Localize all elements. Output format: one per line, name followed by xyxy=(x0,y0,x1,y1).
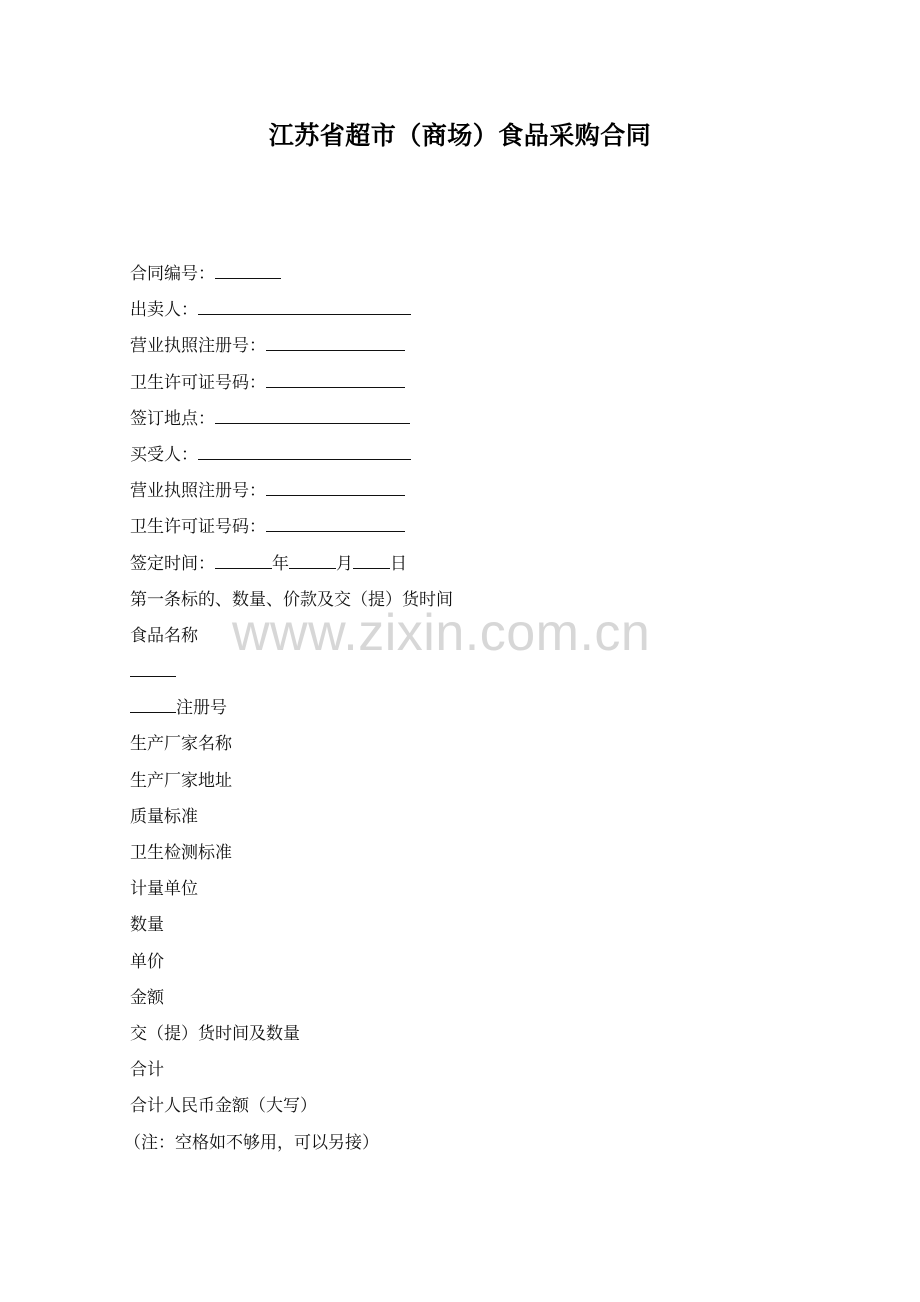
buyer-blank xyxy=(198,442,411,460)
sign-place-line xyxy=(130,406,830,442)
buyer-license-label: 营业执照注册号： xyxy=(130,481,266,502)
reg-no-blank xyxy=(130,695,176,713)
buyer-license-blank xyxy=(266,478,405,496)
sign-time-line xyxy=(130,551,830,587)
unit-price-line: 单价 xyxy=(130,951,164,972)
reg-no-line xyxy=(130,695,830,731)
year-blank xyxy=(215,551,272,569)
contract-body xyxy=(124,261,830,1166)
food-name-blank xyxy=(130,659,176,677)
seller-hygiene-line xyxy=(130,370,830,406)
seller-blank xyxy=(198,297,411,315)
total-rmb-line: 合计人民币金额（大写） xyxy=(130,1096,317,1117)
maker-address-line: 生产厂家地址 xyxy=(130,770,232,791)
day-label: 日 xyxy=(390,553,407,574)
document-title: 江苏省超市（商场）食品采购合同 xyxy=(268,121,652,150)
seller-license-label: 营业执照注册号： xyxy=(130,336,266,357)
buyer-line xyxy=(130,442,830,478)
month-blank xyxy=(289,551,336,569)
food-name-blank-line xyxy=(130,659,830,695)
seller-license-blank xyxy=(266,333,405,351)
buyer-license-line xyxy=(130,478,830,514)
buyer-hygiene-label: 卫生许可证号码： xyxy=(130,517,266,538)
sign-place-label: 签订地点： xyxy=(130,408,215,429)
quality-standard-line: 质量标准 xyxy=(130,806,198,827)
seller-license-line xyxy=(130,333,830,369)
month-label: 月 xyxy=(336,553,353,574)
contract-no-blank xyxy=(215,261,281,279)
total-line: 合计 xyxy=(130,1060,164,1081)
buyer-hygiene-blank xyxy=(266,514,405,532)
seller-line xyxy=(130,297,830,333)
seller-hygiene-blank xyxy=(266,370,405,388)
reg-no-label: 注册号 xyxy=(176,698,227,719)
quantity-line: 数量 xyxy=(130,915,164,936)
buyer-hygiene-line xyxy=(130,514,830,550)
sign-time-label: 签定时间： xyxy=(130,553,215,574)
hygiene-standard-line: 卫生检测标准 xyxy=(130,843,232,863)
sign-place-blank xyxy=(215,406,410,424)
unit-line: 计量单位 xyxy=(130,879,198,900)
seller-label: 出卖人： xyxy=(130,300,198,321)
amount-line: 金额 xyxy=(130,987,164,1008)
year-label: 年 xyxy=(272,553,289,574)
buyer-label: 买受人： xyxy=(130,444,198,465)
contract-no-line xyxy=(130,261,830,297)
seller-hygiene-label: 卫生许可证号码： xyxy=(130,372,266,393)
food-name-line: 食品名称 xyxy=(130,625,198,646)
note-line: （注：空格如不够用，可以另接） xyxy=(124,1132,379,1153)
watermark-text: www.zixin.com.cn xyxy=(232,604,651,662)
maker-name-line: 生产厂家名称 xyxy=(130,734,232,755)
contract-no-label: 合同编号： xyxy=(130,264,215,284)
article-one-heading: 第一条标的、数量、价款及交（提）货时间 xyxy=(130,589,453,610)
delivery-line: 交（提）货时间及数量 xyxy=(130,1023,300,1044)
day-blank xyxy=(353,551,390,569)
